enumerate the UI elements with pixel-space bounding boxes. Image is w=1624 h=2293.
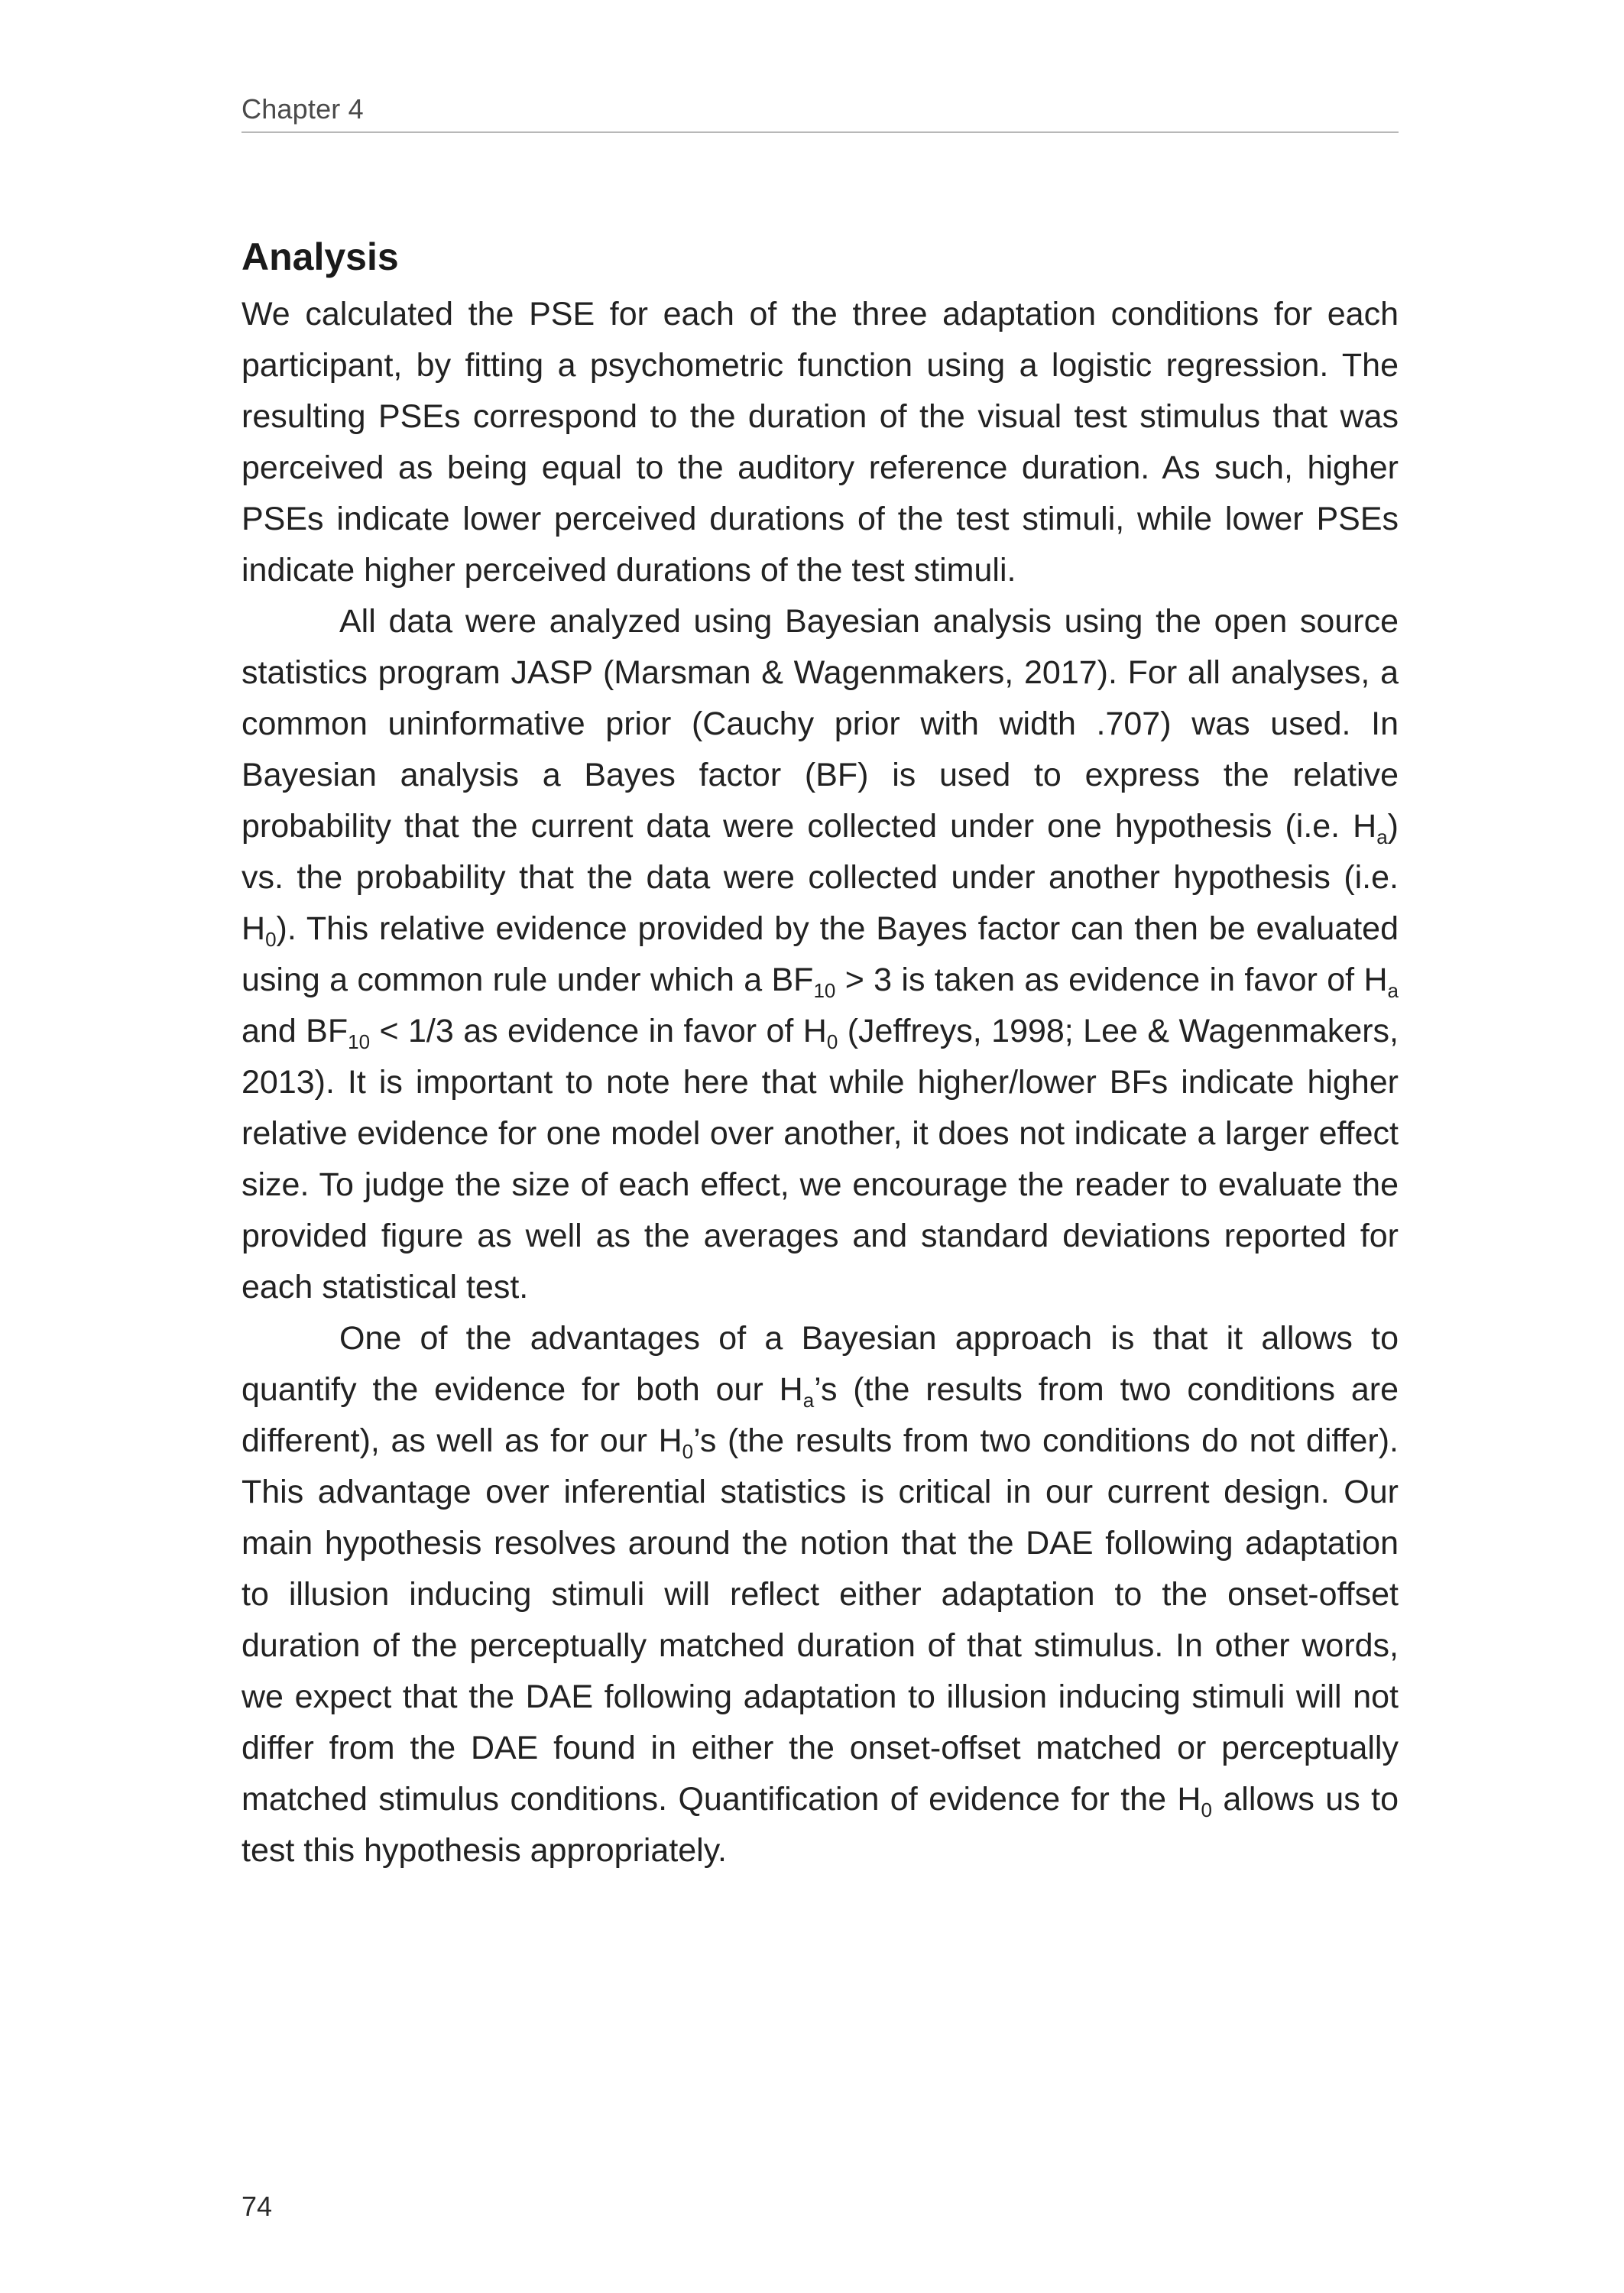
paragraph-3-text: One of the advantages of a Bayesian approach is that it allows to quantify the evidence for both our H <box>241 1320 1399 1408</box>
subscript: 0 <box>1201 1798 1212 1821</box>
subscript: a <box>1387 979 1399 1002</box>
paragraph-2-text: (Jeffreys, 1998; Lee & Wagenmakers, 2013). It is important to note here that while higher/lower BFs indicate higher relative evidence for one model over another, it does not indicate a larger effect size. To judge the size of each effect, we encourage the reader to evaluate the provided figure as well as the averages and standard deviations reported for each statistical test. <box>241 1013 1399 1305</box>
subscript: a <box>1376 825 1388 848</box>
paragraph-2-text: ). This relative evidence provided by the Bayes factor can then be evaluated using a common rule under which a BF <box>241 910 1399 998</box>
subscript: a <box>802 1389 815 1412</box>
paragraph-2-text: < 1/3 as evidence in favor of H <box>370 1013 827 1049</box>
paragraph-2-text: and BF <box>241 1013 348 1049</box>
paragraph-2-text: All data were analyzed using Bayesian analysis using the open source statistics program JASP (Marsman & Wagenmakers, 2017). For all analyses, a common uninformative prior (Cauchy prior with width .707) was used. In Bayesian analysis a Bayes factor (BF) is used to express the relative probability that the current data were collected under one hypothesis (i.e. H <box>241 603 1399 845</box>
section-heading: Analysis <box>241 235 399 278</box>
subscript: 10 <box>348 1030 371 1053</box>
paragraph-2 <box>241 596 1399 1313</box>
paragraph-2-text: > 3 is taken as evidence in favor of H <box>835 962 1388 998</box>
body-text <box>241 289 1399 1876</box>
page-number: 74 <box>241 2191 273 2222</box>
paragraph-3-text: allows us to test this hypothesis appropriately. <box>241 1781 1399 1869</box>
paragraph-3-text: ’s (the results from two conditions are different), as well as for our H <box>241 1371 1399 1459</box>
paragraph-3 <box>241 1313 1399 1876</box>
paragraph-2-text: ) vs. the probability that the data were collected under another hypothesis (i.e. H <box>241 808 1399 947</box>
header-rule <box>241 131 1399 133</box>
subscript: 10 <box>813 979 836 1002</box>
subscript: 0 <box>826 1030 838 1053</box>
subscript: 0 <box>265 928 277 951</box>
running-header: Chapter 4 <box>241 93 364 125</box>
paragraph-1: We calculated the PSE for each of the three adaptation conditions for each participant, by fitting a psychometric function using a logistic regression. The resulting PSEs correspond to the duration of the visual test stimulus that was perceived as being equal to the auditory reference duration. As such, higher PSEs indicate lower perceived durations of the test stimuli, while lower PSEs indicate higher perceived durations of the test stimuli. <box>241 296 1399 589</box>
paragraph-3-text: ’s (the results from two conditions do not differ). This advantage over inferential statistics is critical in our current design. Our main hypothesis resolves around the notion that the DAE following adaptation to illusion inducing stimuli will reflect either adaptation to the onset-offset duration of the perceptually matched duration of that stimulus. In other words, we expect that the DAE following adaptation to illusion inducing stimuli will not differ from the DAE found in either the onset-offset matched or perceptually matched stimulus conditions. Quantification of evidence for the H <box>241 1422 1399 1818</box>
subscript: 0 <box>682 1440 694 1463</box>
